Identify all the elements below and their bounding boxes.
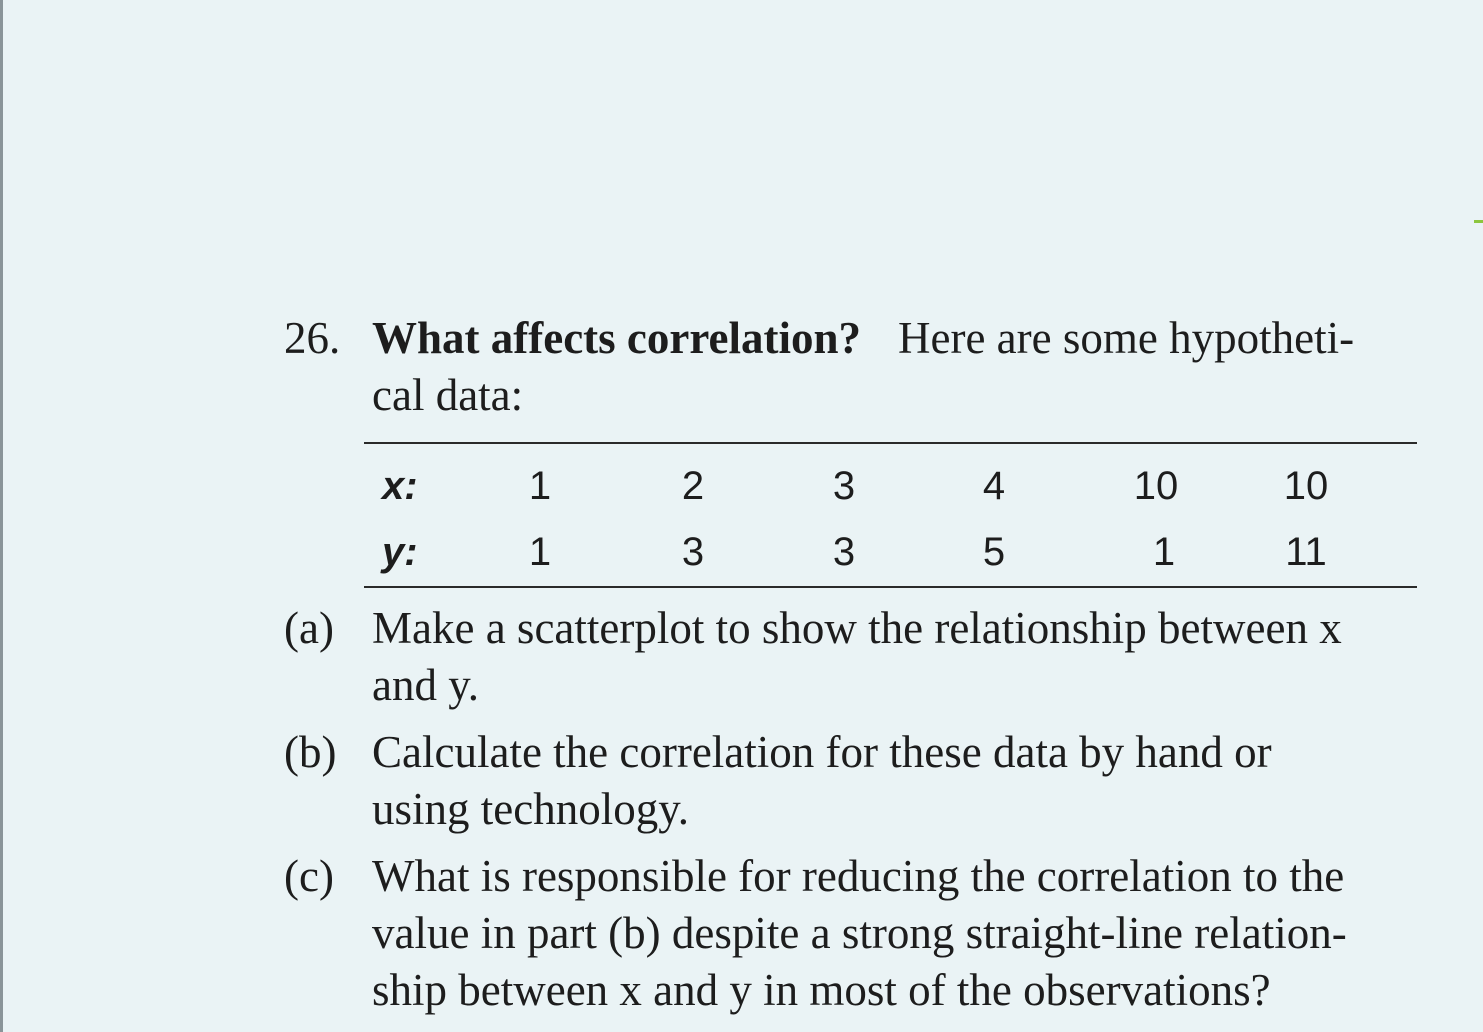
x-value-6: 10	[1283, 464, 1329, 508]
problem-intro-line-2: cal data:	[372, 370, 524, 420]
part-b-line-1: Calculate the correlation for these data by hand or	[372, 727, 1272, 777]
y-value-5: 1	[1152, 530, 1176, 574]
y-value-4: 5	[982, 530, 1006, 574]
margin-mark	[1474, 220, 1483, 223]
problem-intro-line-1: Here are some hypotheti-	[898, 313, 1355, 363]
page-left-border	[0, 0, 3, 1032]
y-value-1: 1	[528, 530, 552, 574]
data-table	[364, 442, 1417, 588]
x-row-label: x:	[382, 464, 418, 508]
part-c-line-2: value in part (b) despite a strong straight-line relation-	[372, 908, 1347, 958]
y-value-6: 11	[1285, 530, 1327, 574]
x-value-1: 1	[528, 464, 552, 508]
problem-title: What affects correlation?	[372, 313, 862, 363]
part-c-line-1: What is responsible for reducing the correlation to the	[372, 851, 1345, 901]
y-row-label: y:	[382, 530, 418, 574]
x-value-4: 4	[982, 464, 1006, 508]
x-value-5: 10	[1133, 464, 1179, 508]
part-c-line-3: ship between x and y in most of the observations?	[372, 965, 1271, 1015]
part-c-label: (c)	[284, 851, 334, 901]
y-value-2: 3	[681, 530, 705, 574]
table-row-y	[364, 524, 1417, 584]
part-a-label: (a)	[284, 603, 334, 653]
part-b-line-2: using technology.	[372, 784, 690, 834]
part-b-label: (b)	[284, 727, 337, 777]
part-a-line-1: Make a scatterplot to show the relationship between x	[372, 603, 1342, 653]
table-row-x	[364, 456, 1417, 516]
part-a-line-2: and y.	[372, 660, 480, 710]
x-value-3: 3	[832, 464, 856, 508]
problem-number: 26.	[284, 313, 341, 363]
y-value-3: 3	[832, 530, 856, 574]
x-value-2: 2	[681, 464, 705, 508]
